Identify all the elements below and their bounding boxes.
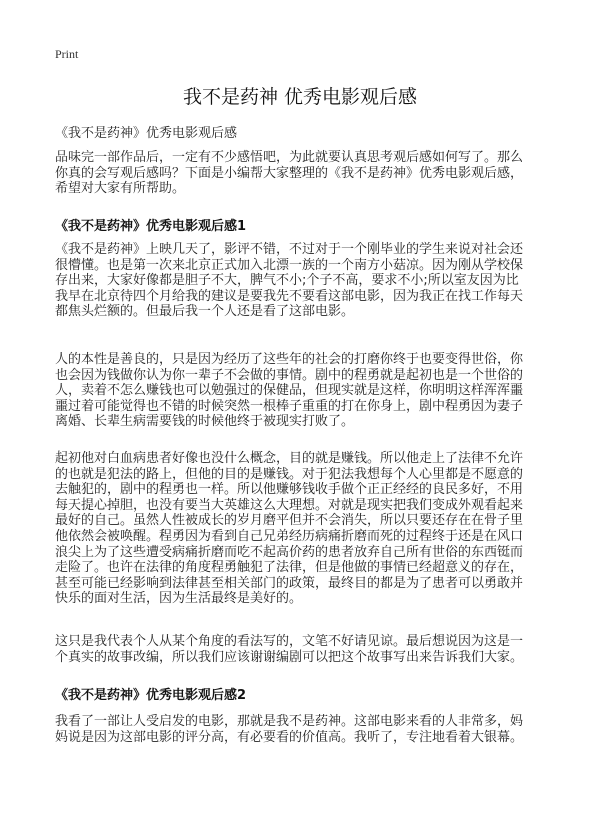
text-line: 的也就是犯法的路上，但他的目的是赚钱。对于犯法我想每个人心里都是不愿意的 [55, 466, 524, 482]
text-line: 这只是我代表个人从某个角度的看法写的，文笔不好请见谅。最后想说因为这是一 [55, 634, 524, 649]
section-heading-2: 《我不是药神》优秀电影观后感2 [55, 688, 247, 703]
print-link[interactable]: Print [55, 47, 79, 61]
text-line: 存出来，大家好像都是胆子不大，脾气不小;个子不高，要求不小;所以室友因为比 [55, 273, 519, 289]
text-line: 人的本性是善良的，只是因为经历了这些年的社会的打磨你终于也要变得世俗，你 [55, 352, 524, 367]
text-line: 最好的自己。虽然人性被成长的岁月磨平但并不会消失，所以只要还存在在骨子里 [55, 513, 524, 529]
paragraph [55, 352, 555, 430]
text-line: 噩过着可能觉得也不错的时候突然一根棒子重重的打在你身上，剧中程勇因为妻子 [55, 398, 524, 414]
paragraph [55, 451, 555, 607]
text-line: 你真的会写观后感吗？下面是小编帮大家整理的《我不是药神》优秀电影观后感， [55, 165, 524, 181]
subtitle: 《我不是药神》优秀电影观后感 [55, 126, 238, 141]
section-heading-1: 《我不是药神》优秀电影观后感1 [55, 219, 247, 234]
text-line: 我早在北京待四个月给我的建议是要我先不要看这部电影，因为我正在找工作每天 [55, 288, 524, 304]
page-title: 我不是药神 优秀电影观后感 [182, 86, 418, 108]
text-line: 离婚、长辈生病需要钱的时候他终于被现实打败了。 [55, 414, 355, 430]
paragraph [55, 714, 555, 745]
text-line: 个真实的故事改编，所以我们应该谢谢编剧可以把这个故事写出来告诉我们大家。 [55, 649, 524, 665]
text-line: 很懵懂。也是第一次来北京正式加入北漂一族的一个南方小菇凉。因为刚从学校保 [55, 257, 524, 273]
text-line: 走险了。也许在法律的角度程勇触犯了法律，但是他做的事情已经超意义的存在， [55, 560, 524, 576]
text-line: 他依然会被唤醒。程勇因为看到自己兄弟经历病痛折磨而死的过程终于还是在风口 [55, 528, 524, 544]
text-line: 妈说是因为这部电影的评分高，有必要看的价值高。我听了，专注地看着大银幕。 [55, 729, 524, 745]
text-line: 都焦头烂额的。但最后我一个人还是看了这部电影。 [55, 304, 355, 320]
text-line: 《我不是药神》上映几天了，影评不错，不过对于一个刚毕业的学生来说对社会还 [55, 242, 524, 257]
intro-paragraph [55, 150, 555, 197]
text-line: 去触犯的，剧中的程勇也一样。所以他赚够钱收手做个正正经经的良民多好，不用 [55, 482, 524, 498]
text-line: 希望对大家有所帮助。 [55, 181, 186, 197]
text-line: 也会因为钱做你认为你一辈子不会做的事情。剧中的程勇就是起初也是一个世俗的 [55, 367, 524, 383]
text-line: 人，卖着不怎么赚钱也可以勉强过的保健品，但现实就是这样，你明明这样浑浑噩 [55, 383, 524, 399]
text-line: 甚至可能已经影响到法律甚至相关部门的政策，最终目的都是为了患者可以勇敢并 [55, 575, 524, 591]
text-line: 我看了一部让人受启发的电影，那就是我不是药神。这部电影来看的人非常多，妈 [55, 714, 524, 729]
text-line: 品味完一部作品后，一定有不少感悟吧，为此就要认真思考观后感如何写了。那么 [55, 150, 524, 165]
text-line: 起初他对白血病患者好像也没什么概念，目的就是赚钱。所以他走上了法律不允许 [55, 451, 524, 466]
text-line: 浪尖上为了这些遭受病痛折磨而吃不起高价药的患者放弃自己所有世俗的东西铤而 [55, 544, 524, 560]
paragraph [55, 634, 555, 665]
paragraph [55, 242, 555, 320]
text-line: 每天提心掉胆，也没有要当大英雄这么大理想。对就是现实把我们变成外观看起来 [55, 497, 524, 513]
text-line: 快乐的面对生活，因为生活最终是美好的。 [55, 591, 303, 607]
